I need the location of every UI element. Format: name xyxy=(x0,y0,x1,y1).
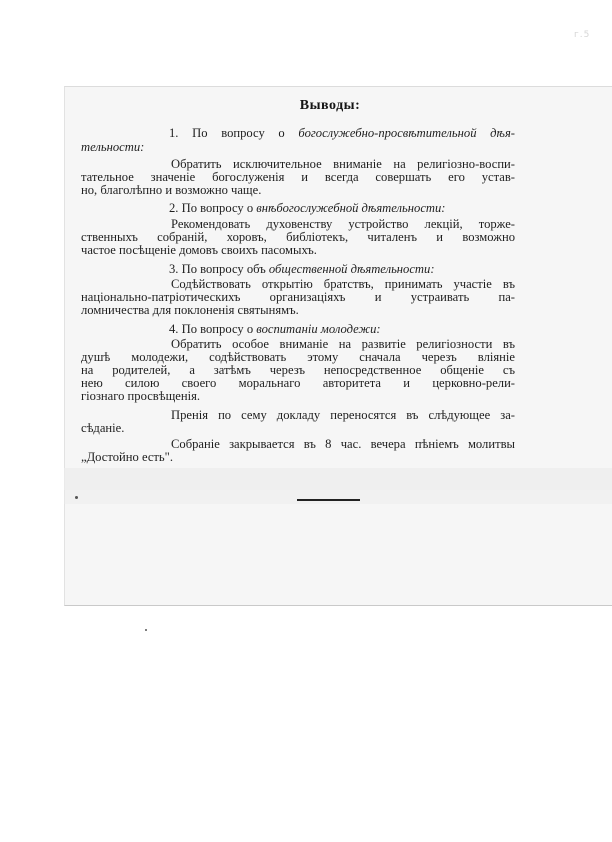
closing-1-line-2: сѣданіе. xyxy=(81,421,125,435)
section-2-line-1: Рекомендовать духовенству устройство лекцій, торже- xyxy=(171,217,515,231)
section-1-line-3: но, благолѣпно и возможно чаще. xyxy=(81,183,262,197)
section-4-line-5: гіознаго просвѣщенія. xyxy=(81,389,201,403)
section-4-line-3: на родителей, а затѣмъ черезъ непосредственное общеніе съ xyxy=(81,363,515,377)
section-1-line-2: тательное значеніе богослуженія и всегда совершать его устав- xyxy=(81,170,515,184)
section-1-heading-cont: тельности: xyxy=(81,140,145,154)
closing-2-line-1: Собраніе закрывается въ 8 час. вечера пѣніемъ молитвы xyxy=(171,437,515,451)
document-title: Выводы: xyxy=(299,98,361,113)
section-2-line-3: частое посѣщеніе домовъ своихъ пасомыхъ. xyxy=(81,243,317,257)
archive-pencil-mark: г.5 xyxy=(574,30,591,40)
section-1-line-1: Обратить исключительное вниманіе на религіозно-воспи- xyxy=(171,157,515,171)
section-3-line-3: ломничества для поклоненія святынямъ. xyxy=(81,303,299,317)
section-1-heading: 1. По вопросу о богослужебно-просвѣтительной дѣя- xyxy=(169,126,515,140)
section-4-line-1: Обратить особое вниманіе на развитіе религіозности въ xyxy=(171,337,515,351)
closing-2-line-2: „Достойно есть". xyxy=(81,450,173,464)
section-4-line-4: нею силою своего моральнаго авторитета и церковно-рели- xyxy=(81,376,515,390)
section-3-line-2: національно-патріотическихъ организаціяхъ и устраивать па- xyxy=(81,290,515,304)
section-3-line-1: Содѣйствовать открытію братствъ, принимать участіе въ xyxy=(171,277,515,291)
section-2-line-2: ственныхъ собраній, хоровъ, библіотекъ, читаленъ и возможно xyxy=(81,230,515,244)
scan-speck xyxy=(75,496,78,499)
end-rule xyxy=(297,499,360,501)
scan-speck xyxy=(145,629,147,631)
section-3-heading: 3. По вопросу объ общественной дѣятельности: xyxy=(169,262,435,276)
section-4-heading: 4. По вопросу о воспитаніи молодежи: xyxy=(169,322,381,336)
scan-shade-band xyxy=(64,468,612,490)
scan-shade-band-lower xyxy=(64,490,612,504)
closing-1-line-1: Пренія по сему докладу переносятся въ слѣдующее за- xyxy=(171,408,515,422)
section-2-heading: 2. По вопросу о внѣбогослужебной дѣятельности: xyxy=(169,201,446,215)
section-4-line-2: душѣ молодежи, содѣйствовать этому сначала черезъ вліяніе xyxy=(81,350,515,364)
